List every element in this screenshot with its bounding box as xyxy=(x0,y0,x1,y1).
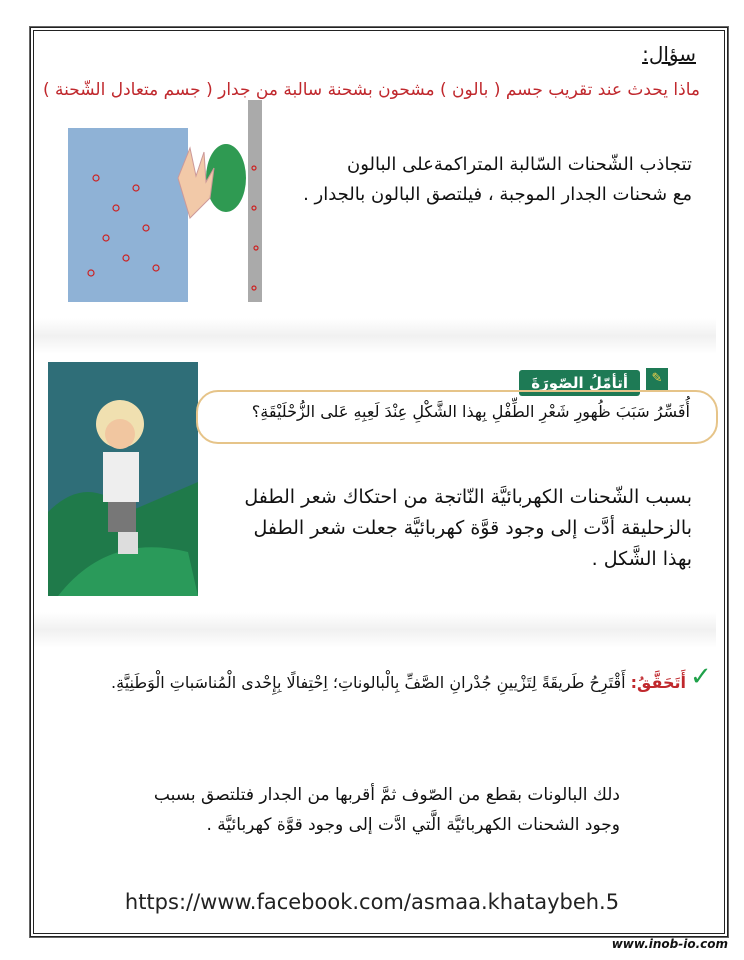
observe-badge-label: أتأمّلُ الصّورَةَ xyxy=(519,370,640,396)
question-text: ماذا يحدث عند تقريب جسم ( بالون ) مشحون بشحنة سالبة من جدار ( جسم متعادل الشّحنة ) xyxy=(43,80,700,100)
book-icon: ✎ xyxy=(646,368,668,390)
question-label: سؤال: xyxy=(642,42,696,66)
checkmark-icon: ✓ xyxy=(690,662,712,692)
answer-3-line: دلك البالونات بقطع من الصّوف ثمَّ أقربها من الجدار فتلتصق بسبب xyxy=(153,785,620,805)
answer-2: بسبب الشّحنات الكهربائيَّة النّاتجة من احتكاك شعر الطفل بالزحليقة أدَّت إلى وجود قوَّة كهربائيَّة جعلت شعر الطفل بهذا الشَّكل . xyxy=(244,486,692,570)
wall xyxy=(248,100,262,302)
answer-1-line: مع شحنات الجدار الموجبة ، فيلتصق البالون بالجدار . xyxy=(303,184,692,205)
observe-question: أُفَسِّرُ سَبَبَ ظُهورِ شَعْرِ الطِّفْلِ بِهذا الشَّكْلِ عِنْدَ لَعِبِهِ عَلى الزُّحْلَيْقَةِ؟ xyxy=(251,402,690,421)
section-divider xyxy=(34,318,716,354)
child-on-slide-photo xyxy=(48,362,198,596)
facebook-url: https://www.facebook.com/asmaa.khataybeh.5 xyxy=(124,890,620,914)
answer-3-line: وجود الشحنات الكهربائيَّة الَّتي ادَّت إلى وجود قوَّة كهربائيَّة . xyxy=(206,815,620,835)
section-divider xyxy=(34,612,716,648)
verify-label: أَتَحَقَّقُ: xyxy=(630,673,686,692)
verify-question xyxy=(66,665,686,701)
verify-text: أَقْتَرِحُ طَريقَةً لِتَزْيينِ جُدْرانِ الصَّفِّ بِالْبالوناتِ؛ اِحْتِفالًا بِإِحْدى الْمُناسَباتِ الْوَطَنِيَّةِ. xyxy=(111,673,626,692)
footer-watermark: www.inob-io.com xyxy=(611,937,728,951)
answer-1-line: تتجاذب الشّحنات السّالبة المتراكمةعلى البالون xyxy=(347,154,692,175)
sweater xyxy=(68,128,188,302)
balloon-wall-illustration xyxy=(66,98,266,304)
answer-3 xyxy=(154,780,620,840)
answer-1 xyxy=(303,150,692,210)
